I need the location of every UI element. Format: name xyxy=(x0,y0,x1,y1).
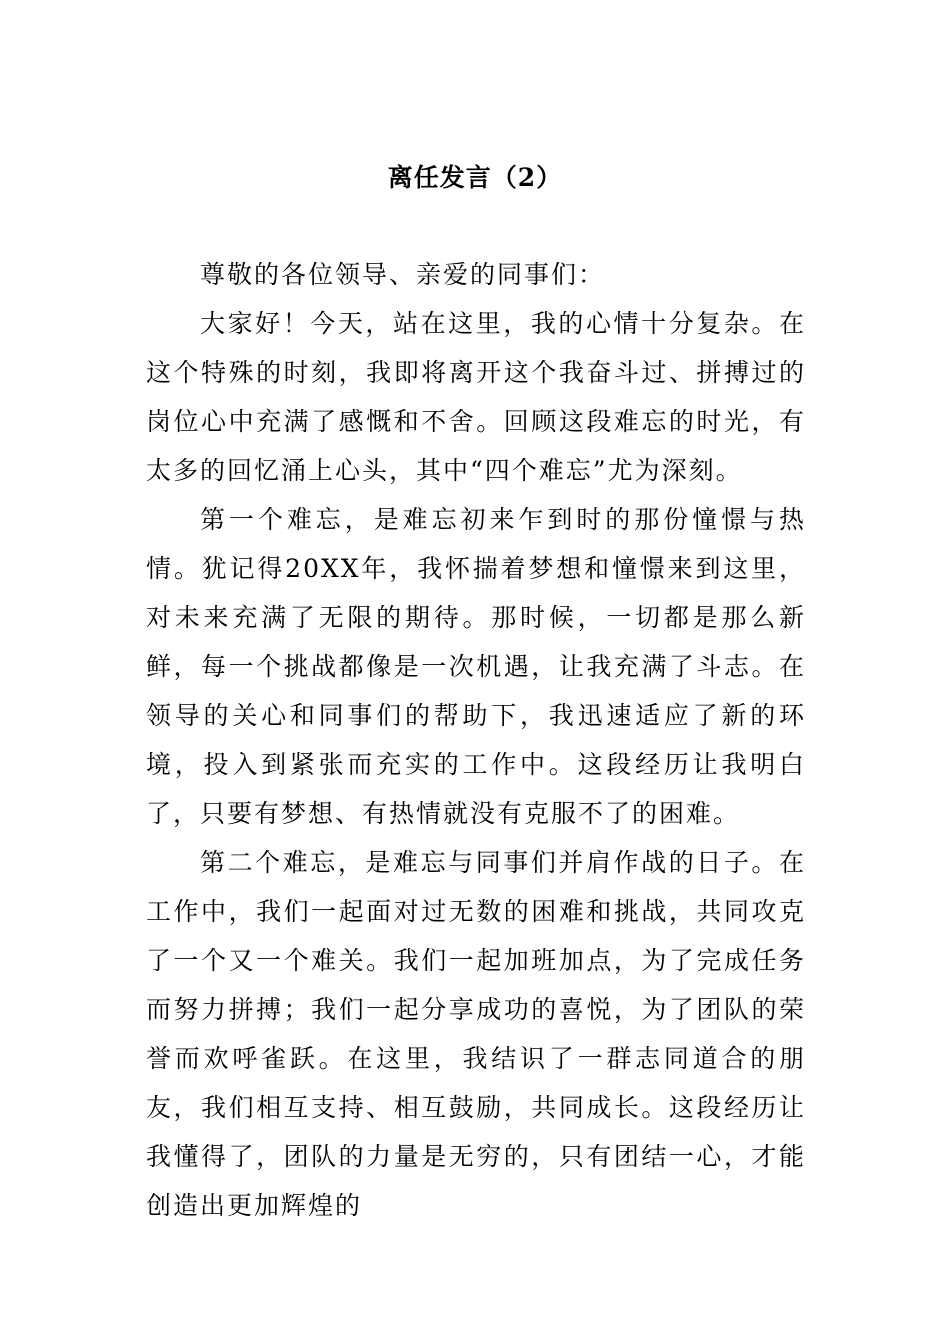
paragraph-first-memory: 第一个难忘，是难忘初来乍到时的那份憧憬与热情。犹记得20XX年，我怀揣着梦想和憧憬来到这里，对未来充满了无限的期待。那时候，一切都是那么新鲜，每一个挑战都像是一次机遇，让我充满了斗志。在领导的关心和同事们的帮助下，我迅速适应了新的环境，投入到紧张而充实的工作中。这段经历让我明白了，只要有梦想、有热情就没有克服不了的困难。 xyxy=(146,505,806,828)
document-title: 离任发言（2） xyxy=(387,163,563,192)
document-body xyxy=(146,250,806,1230)
paragraph-second-memory: 第二个难忘，是难忘与同事们并肩作战的日子。在工作中，我们一起面对过无数的困难和挑战，共同攻克了一个又一个难关。我们一起加班加点，为了完成任务而努力拼搏；我们一起分享成功的喜悦，为了团队的荣誉而欢呼雀跃。在这里，我结识了一群志同道合的朋友，我们相互支持、相互鼓励，共同成长。这段经历让我懂得了，团队的力量是无穷的，只有团结一心，才能创造出更加辉煌的 xyxy=(146,848,806,1220)
paragraph-greeting: 大家好！今天，站在这里，我的心情十分复杂。在这个特殊的时刻，我即将离开这个我奋斗过、拼搏过的岗位心中充满了感慨和不舍。回顾这段难忘的时光，有太多的回忆涌上心头，其中“四个难忘”尤为深刻。 xyxy=(146,309,806,485)
salutation: 尊敬的各位领导、亲爱的同事们： xyxy=(200,260,606,289)
